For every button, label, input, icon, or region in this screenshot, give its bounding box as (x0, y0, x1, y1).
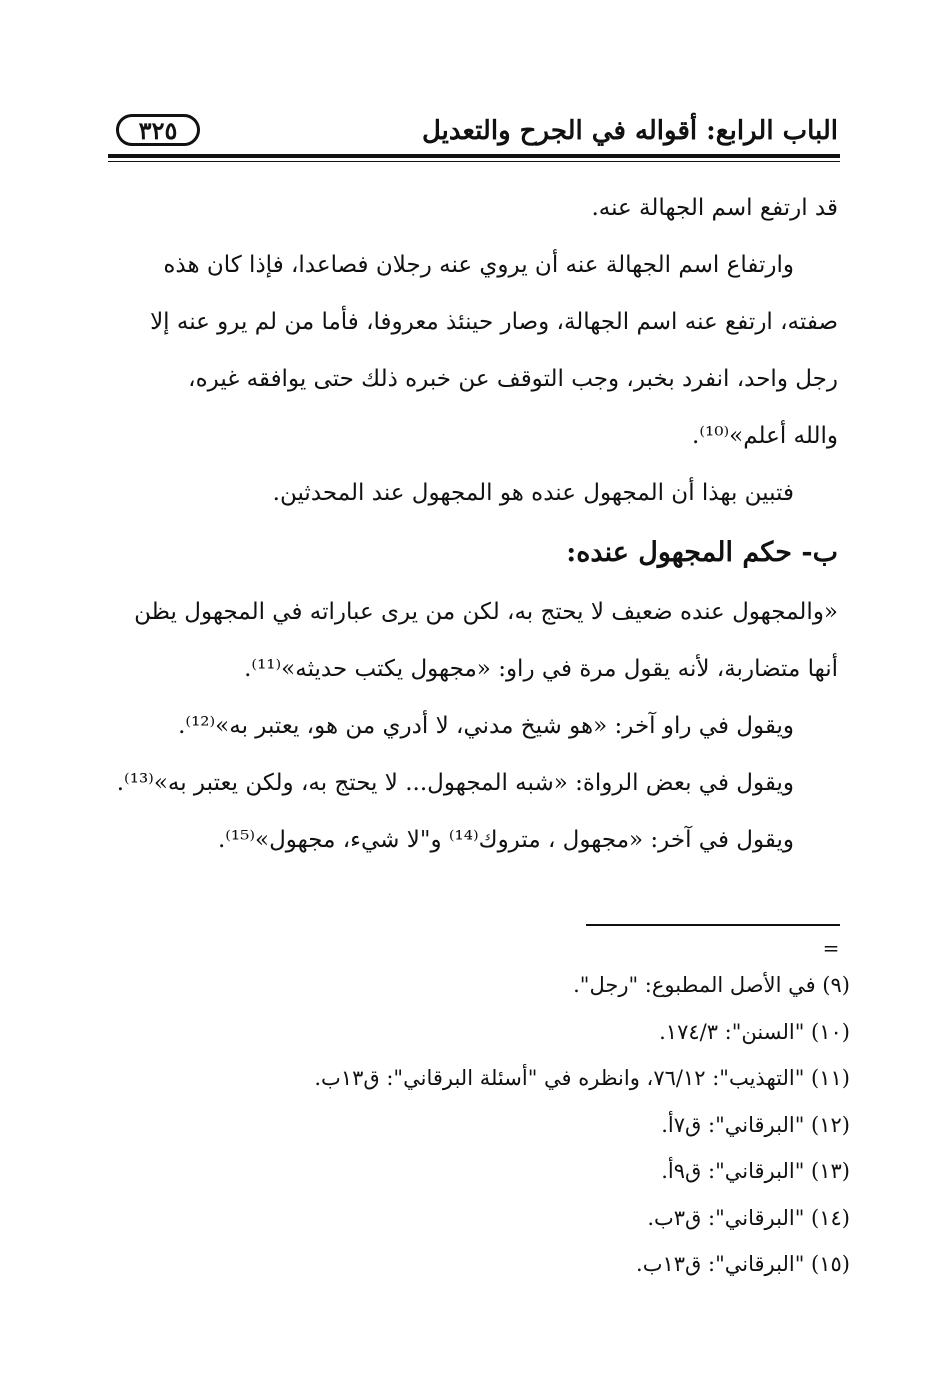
footnote: (١٥) "البرقاني": ق١٣ب. (636, 1252, 850, 1276)
text-line: صفته، ارتفع عنه اسم الجهالة، وصار حينئذ معروفا، فأما من لم يرو عنه إلا (150, 309, 838, 335)
section-heading: ب- حكم المجهول عنده: (566, 537, 838, 568)
text-line: رجل واحد، انفرد بخبر، وجب التوقف عن خبره ذلك حتى يوافقه غيره، (188, 366, 838, 392)
header-rule-thin (108, 161, 840, 162)
footnote-continuation-marker: = (822, 936, 840, 960)
text-line: فتبين بهذا أن المجهول عنده هو المجهول عند المحدثين. (272, 480, 794, 506)
footnote: (١١) "التهذيب": ٧٦/١٢، وانظره في "أسئلة البرقاني": ق١٣ب. (314, 1066, 850, 1090)
text-line: والله أعلم»⁽¹⁰⁾. (692, 423, 838, 449)
text-line: ويقول في آخر: «مجهول ، متروك⁽¹⁴⁾ و"لا شيء، مجهول»⁽¹⁵⁾. (217, 827, 794, 853)
footnote: (١٤) "البرقاني": ق٣ب. (647, 1205, 850, 1230)
text-line: ويقول في راو آخر: «هو شيخ مدني، لا أدري من هو، يعتبر به»⁽¹²⁾. (178, 713, 794, 739)
main-text (110, 180, 838, 869)
chapter-title: الباب الرابع: أقواله في الجرح والتعديل (421, 116, 838, 146)
running-header (108, 112, 838, 154)
text-line: أنها متضاربة، لأنه يقول مرة في راو: «مجهول يكتب حديثه»⁽¹¹⁾. (244, 656, 838, 682)
footnotes (110, 962, 850, 1288)
text-line: ويقول في بعض الرواة: «شبه المجهول... لا يحتج به، ولكن يعتبر به»⁽¹³⁾. (116, 770, 794, 796)
text-line: قد ارتفع اسم الجهالة عنه. (591, 195, 838, 221)
footnote: (٩) في الأصل المطبوع: "رجل". (573, 973, 850, 997)
footnote: (١٢) "البرقاني": ق٧أ. (661, 1112, 850, 1137)
footnote-separator (586, 924, 840, 926)
header-rule-thick (108, 154, 840, 158)
text-line: وارتفاع اسم الجهالة عنه أن يروي عنه رجلان فصاعدا، فإذا كان هذه (163, 252, 794, 278)
page-number: ٣٢٥ (116, 114, 200, 146)
text-line: «والمجهول عنده ضعيف لا يحتج به، لكن من يرى عباراته في المجهول يظن (134, 599, 838, 625)
footnote: (١٣) "البرقاني": ق٩أ. (661, 1159, 850, 1183)
footnote: (١٠) "السنن": ١٧٤/٣. (659, 1019, 850, 1044)
